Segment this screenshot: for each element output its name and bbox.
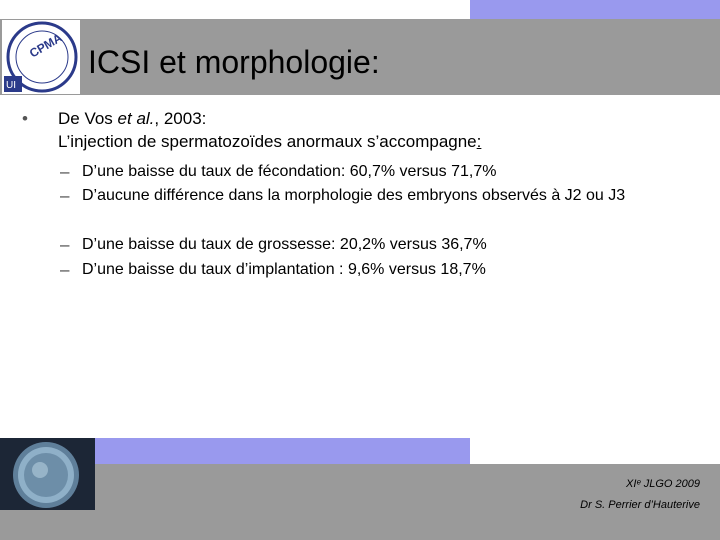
bullet-line2-colon: : [476, 132, 482, 151]
bottom-accent-bar [95, 438, 470, 464]
logo-text: CPMA [26, 30, 65, 61]
bullet-line-1 [58, 108, 206, 129]
footer-author: Dr S. Perrier d’Hauterive [580, 499, 700, 511]
bullet-dot-icon: • [22, 109, 28, 128]
dash-icon: – [60, 186, 70, 205]
bullet-author: De Vos [58, 109, 118, 128]
slide-title: ICSI et morphologie: [88, 44, 380, 80]
sub-item-text: D’aucune différence dans la morphologie des embryons observés à J2 ou J3 [82, 187, 626, 204]
bullet-line2-text: L’injection de spermatozoïdes anormaux s’accompagne [58, 132, 477, 151]
dash-icon: – [60, 162, 70, 181]
bullet-et-al: et al. [117, 109, 155, 128]
dash-icon: – [60, 260, 70, 279]
oocyte-image [0, 438, 95, 510]
dash-icon: – [60, 235, 70, 254]
cpma-logo [2, 20, 80, 94]
footer-conference: XIᵉ JLGO 2009 [626, 478, 700, 490]
bullet-line-2 [58, 131, 481, 152]
top-accent-bar [470, 0, 720, 19]
sub-item-text: D’une baisse du taux de fécondation: 60,7% versus 71,7% [82, 163, 497, 180]
sub-item-text: D’une baisse du taux d’implantation : 9,6% versus 18,7% [82, 261, 486, 278]
sub-item-text: D’une baisse du taux de grossesse: 20,2% versus 36,7% [82, 236, 487, 253]
bullet-year: , 2003: [154, 109, 207, 128]
logo-corner-text: UI [6, 80, 16, 91]
